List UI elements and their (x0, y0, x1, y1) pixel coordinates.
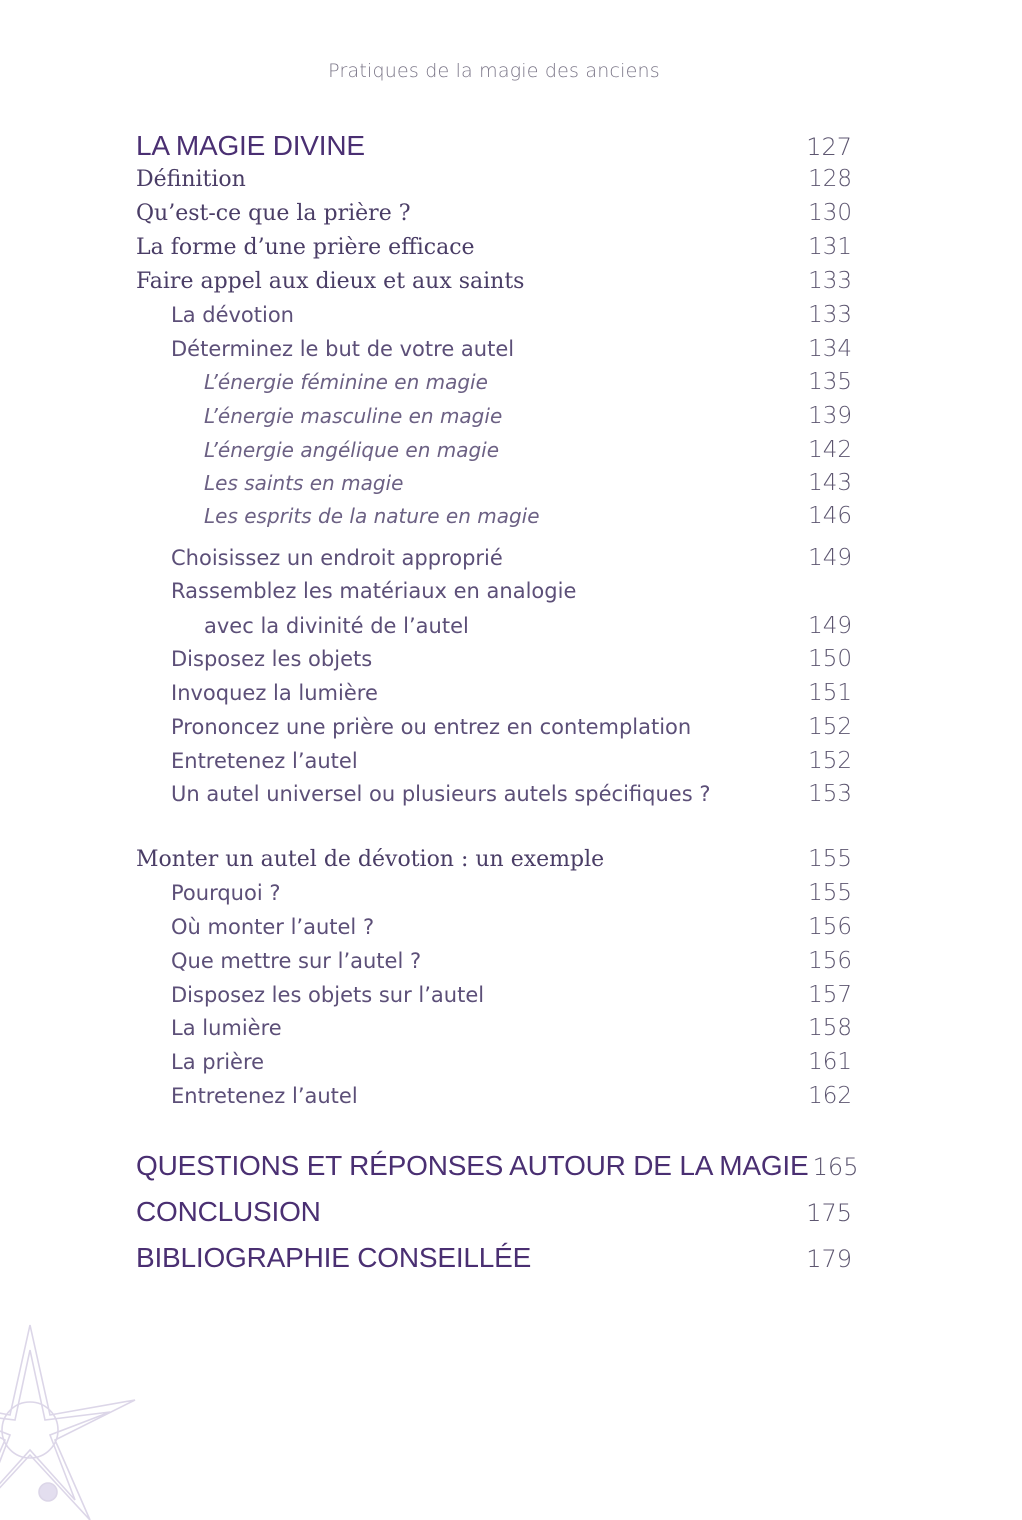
toc-entry-page: 135 (808, 369, 852, 395)
toc-entry (136, 914, 852, 948)
toc-entry-page: 128 (808, 166, 852, 192)
toc-entry-page: 152 (808, 714, 852, 740)
toc-entry-title: Disposez les objets sur l’autel (171, 983, 485, 1007)
toc-entry (136, 1196, 852, 1230)
toc-entry (136, 470, 852, 504)
toc-entry-page: 134 (808, 336, 852, 362)
toc-entry-page: 146 (808, 503, 852, 529)
toc-entry (136, 646, 852, 680)
toc-entry-page: 162 (808, 1083, 852, 1109)
toc-entry-title: L’énergie angélique en magie (204, 438, 500, 462)
toc-entry-page: 152 (808, 748, 852, 774)
toc-entry-title: La prière (171, 1050, 265, 1074)
toc-entry-page: 156 (808, 948, 852, 974)
toc-entry (136, 680, 852, 714)
toc-entry-page: 130 (808, 200, 852, 226)
toc-entry-title: Qu’est-ce que la prière ? (136, 201, 411, 226)
toc-entry (136, 268, 852, 302)
toc-entry-page: 150 (808, 646, 852, 672)
toc-entry-page: 158 (808, 1015, 852, 1041)
toc-entry (136, 714, 852, 748)
toc-entry-title: Définition (136, 167, 246, 192)
toc-entry-title: QUESTIONS ET RÉPONSES AUTOUR DE LA MAGIE (136, 1150, 809, 1181)
toc-entry (136, 948, 852, 982)
toc-entry-title: Que mettre sur l’autel ? (171, 949, 422, 973)
toc-entry (136, 166, 852, 200)
toc-entry-page: 175 (806, 1199, 852, 1227)
toc-entry-title: La dévotion (171, 303, 294, 327)
toc-entry (136, 302, 852, 336)
toc-entry-title: Entretenez l’autel (171, 1084, 358, 1108)
toc-entry-title: La forme d’une prière efficace (136, 235, 475, 260)
toc-entry (136, 846, 852, 880)
toc-entry-page: 151 (808, 680, 852, 706)
toc-entry-title: L’énergie féminine en magie (204, 370, 488, 394)
toc-entry-title: Les saints en magie (204, 471, 404, 495)
toc-entry (136, 1049, 852, 1083)
toc-entry (136, 748, 852, 782)
toc-entry (136, 880, 852, 914)
toc-entry-title: Les esprits de la nature en magie (204, 504, 540, 528)
toc-entry-title: Choisissez un endroit approprié (171, 546, 503, 570)
toc-entry-page: 143 (808, 470, 852, 496)
toc-entry (136, 234, 852, 268)
toc-entry (136, 503, 852, 537)
toc-entry-page: 127 (806, 133, 852, 161)
toc-entry (136, 1150, 859, 1184)
toc-entry (136, 336, 852, 370)
toc-entry-title: Déterminez le but de votre autel (171, 337, 515, 361)
toc-entry (136, 613, 852, 647)
toc-entry-page: 142 (808, 437, 852, 463)
toc-entry-page: 131 (808, 234, 852, 260)
toc-entry-page: 133 (808, 268, 852, 294)
toc-entry (136, 403, 852, 437)
toc-entry (136, 1242, 852, 1276)
toc-entry (136, 369, 852, 403)
toc-entry-page: 155 (808, 880, 852, 906)
toc-entry-title: Invoquez la lumière (171, 681, 378, 705)
toc-entry (136, 982, 852, 1016)
toc-entry-title: La lumière (171, 1016, 282, 1040)
toc-entry-title: avec la divinité de l’autel (204, 614, 469, 638)
toc-entry-title: Un autel universel ou plusieurs autels spécifiques ? (171, 782, 711, 806)
toc-entry-title: Entretenez l’autel (171, 749, 358, 773)
toc-entry-title: Pourquoi ? (171, 881, 281, 905)
toc-entry-page: 139 (808, 403, 852, 429)
toc-entry-page: 149 (808, 613, 852, 639)
toc-entry (136, 130, 852, 164)
toc-entry (136, 545, 852, 579)
toc-entry (136, 437, 852, 471)
toc-entry-title: Prononcez une prière ou entrez en contemplation (171, 715, 692, 739)
toc-entry-title: L’énergie masculine en magie (204, 404, 503, 428)
toc-entry (136, 1015, 852, 1049)
toc-entry-title: Disposez les objets (171, 647, 373, 671)
toc-entry-page: 161 (808, 1049, 852, 1075)
toc-entry-title: Où monter l’autel ? (171, 915, 375, 939)
toc-entry-title: Monter un autel de dévotion : un exemple (136, 847, 605, 872)
toc-entry-title: LA MAGIE DIVINE (136, 130, 365, 161)
toc-entry-page: 156 (808, 914, 852, 940)
toc-entry-page: 153 (808, 781, 852, 807)
toc-entry-title: Rassemblez les matériaux en analogie (171, 579, 577, 603)
toc-entry-page: 179 (806, 1245, 852, 1273)
toc-entry (136, 1083, 852, 1117)
toc-entry-title: Faire appel aux dieux et aux saints (136, 269, 525, 294)
toc-entry (136, 781, 852, 815)
toc-entry-title: BIBLIOGRAPHIE CONSEILLÉE (136, 1242, 532, 1273)
star-ornament-icon (0, 1320, 190, 1520)
running-head: Pratiques de la magie des anciens (328, 60, 660, 82)
toc-entry-title: CONCLUSION (136, 1196, 321, 1227)
toc-entry-page: 133 (808, 302, 852, 328)
toc-entry (136, 200, 852, 234)
toc-entry (136, 579, 852, 613)
toc-entry-page: 149 (808, 545, 852, 571)
toc-entry-page: 165 (812, 1153, 859, 1181)
toc-entry-page: 157 (808, 982, 852, 1008)
toc-entry-page: 155 (808, 846, 852, 872)
